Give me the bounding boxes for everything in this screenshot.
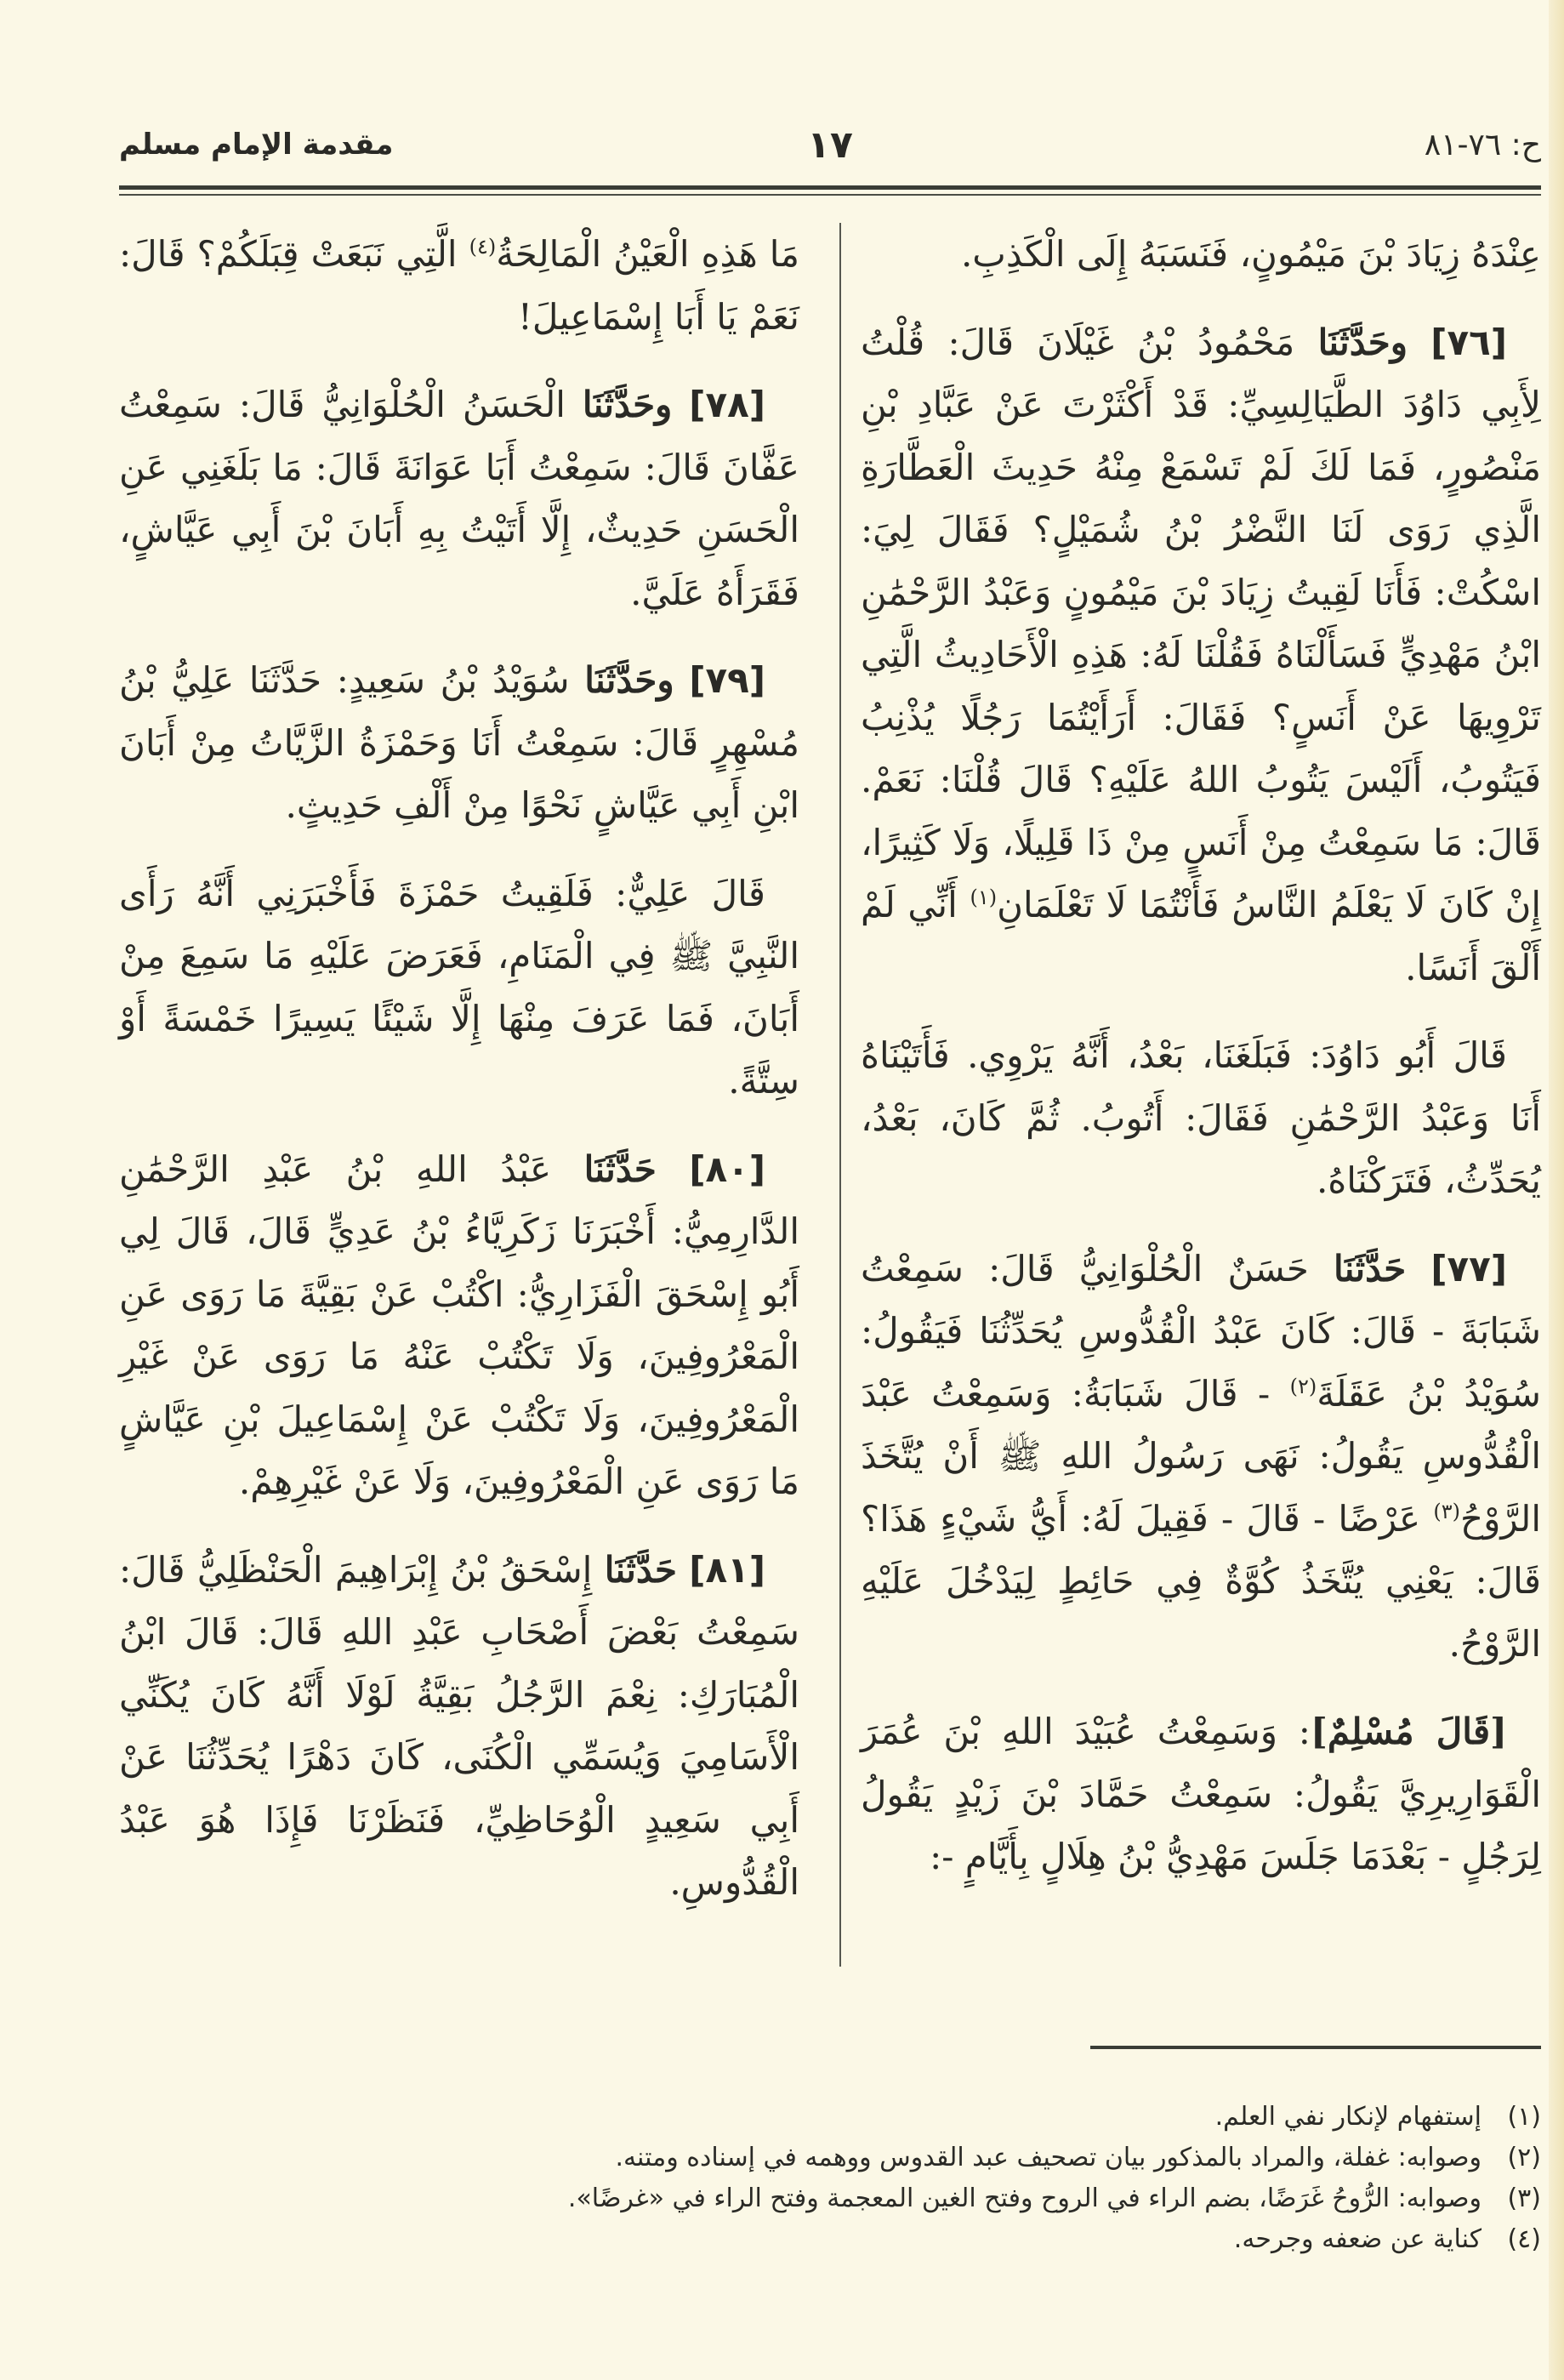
header-rule-thick xyxy=(119,185,1541,190)
hadith-number: [٨٠] xyxy=(689,1147,765,1190)
hadith-lead: وحَدَّثَنَا xyxy=(584,659,674,701)
footnote-number: (٣) xyxy=(1507,2184,1541,2213)
page-number: ١٧ xyxy=(807,122,853,167)
paragraph-text: إِسْحَقُ بْنُ إِبْرَاهِيمَ الْحَنْظَلِيُّ قَالَ: سَمِعْتُ بَعْضَ أَصْحَابِ عَبْدِ اللهِ قَالَ: قَالَ ابْنُ الْمُبَارَكِ: نِعْمَ الرَّجُلُ بَقِيَّةُ لَوْلَا أَنَّهُ كَانَ يُكَنِّي الْأَسَامِيَ وَيُسَمِّي الْكُنَى، كَانَ دَهْرًا يُحَدِّثُنَا عَنْ أَبِي سَعِيدٍ الْوُحَاظِيِّ، فَنَظَرْنَا فَإِذَا هُوَ عَبْدُ الْقُدُّوسِ. xyxy=(119,1548,799,1903)
footnote-number: (١) xyxy=(1507,2102,1541,2132)
footnote-number: (٢) xyxy=(1507,2143,1541,2172)
footnote-separator xyxy=(1090,2046,1541,2049)
hadith-number: [٨١] xyxy=(689,1548,765,1591)
muslim-statement xyxy=(861,1700,1541,1888)
paragraph-text: سُوَيْدُ بْنُ سَعِيدٍ: حَدَّثَنَا عَلِيُّ بْنُ مُسْهِرٍ قَالَ: سَمِعْتُ أَنَا وَحَمْزَةُ الزَّيَّاتُ مِنْ أَبَانَ ابْنِ أَبِي عَيَّاشٍ نَحْوًا مِنْ أَلْفِ حَدِيثٍ. xyxy=(119,659,799,826)
footnote-number: (٤) xyxy=(1507,2224,1541,2254)
paragraph-text: عَرْضًا - قَالَ - فَقِيلَ لَهُ: أَيُّ شَيْءٍ هَذَا؟ قَالَ: يَعْنِي يُتَّخَذُ كُوَّةٌ فِي حَائِطٍ لِيَدْخُلَ عَلَيْهِ الرَّوْحُ. xyxy=(861,1497,1541,1665)
footnote-ref[interactable]: (٤) xyxy=(469,235,497,259)
left-column xyxy=(119,223,799,1914)
hadith-number: [٧٩] xyxy=(689,659,765,701)
page-header xyxy=(119,119,1541,170)
paragraph xyxy=(119,863,799,1113)
hadith-76 xyxy=(861,311,1541,999)
hadith-number: [٧٨] xyxy=(689,384,765,425)
header-rule-thin xyxy=(119,194,1541,196)
footnote-text: إستفهام لإنكار نفي العلم. xyxy=(1214,2102,1482,2132)
hadith-lead: حَدَّثَنَا xyxy=(583,1147,657,1190)
book-title: مقدمة الإمام مسلم xyxy=(119,128,394,162)
hadith-lead: حَدَّثَنَا xyxy=(1334,1247,1407,1290)
paragraph xyxy=(861,1024,1541,1212)
footnote-4 xyxy=(119,2219,1541,2260)
footnote-2 xyxy=(119,2138,1541,2178)
paragraph-text: قَالَ عَلِيٌّ: فَلَقِيتُ حَمْزَةَ فَأَخْبَرَنِي أَنَّهُ رَأَى النَّبِيَّ ﷺ فِي الْمَنَامِ، فَعَرَضَ عَلَيْهِ مَا سَمِعَ مِنْ أَبَانَ، فَمَا عَرَفَ مِنْهَا إِلَّا شَيْئًا يَسِيرًا خَمْسَةً أَوْ سِتَّةً. xyxy=(119,872,799,1102)
text-columns xyxy=(119,223,1541,1958)
footnote-ref[interactable]: (١) xyxy=(970,885,998,909)
right-column xyxy=(861,223,1541,1888)
paragraph-text: حَسَنٌ الْحُلْوَانِيُّ قَالَ: سَمِعْتُ شَبَابَةَ - قَالَ: كَانَ عَبْدُ الْقُدُّوسِ يُحَدِّثُنَا فَيَقُولُ: سُوَيْدُ بْنُ عَقَلَةَ xyxy=(861,1247,1542,1415)
paragraph-text: أَنِّي لَمْ أَلْقَ أَنَسًا. xyxy=(861,884,1541,988)
footnote-ref[interactable]: (٢) xyxy=(1289,1374,1317,1398)
footnote-3 xyxy=(119,2178,1541,2219)
paragraph-text: قَالَ أَبُو دَاوُدَ: فَبَلَغَنَا، بَعْدُ، أَنَّهُ يَرْوِي. فَأَتَيْنَاهُ أَنَا وَعَبْدُ الرَّحْمَٰنِ فَقَالَ: أَتُوبُ. ثُمَّ كَانَ، بَعْدُ، يُحَدِّثُ، فَتَرَكْنَاهُ. xyxy=(861,1034,1541,1201)
footnote-1 xyxy=(119,2097,1541,2138)
hadith-80 xyxy=(119,1138,799,1513)
hadith-lead: حَدَّثَنَا xyxy=(604,1548,677,1591)
hadith-number: [٧٧] xyxy=(1430,1247,1507,1290)
hadith-78 xyxy=(119,373,799,623)
hadith-77 xyxy=(861,1238,1541,1676)
hadith-lead: وحَدَّثَنَا xyxy=(1317,321,1408,363)
footnotes xyxy=(119,2097,1541,2260)
paragraph-text: عِنْدَهُ زِيَادَ بْنَ مَيْمُونٍ، فَنَسَبَهُ إِلَى الْكَذِبِ. xyxy=(960,233,1541,275)
page-edge xyxy=(1549,0,1564,2380)
hadith-number: [٧٦] xyxy=(1430,321,1507,363)
paragraph-text: : وَسَمِعْتُ عُبَيْدَ اللهِ بْنَ عُمَرَ الْقَوَارِيرِيَّ يَقُولُ: سَمِعْتُ حَمَّادَ بْنَ زَيْدٍ يَقُولُ لِرَجُلٍ - بَعْدَمَا جَلَسَ مَهْدِيُّ بْنُ هِلَالٍ بِأَيَّامٍ -: xyxy=(861,1711,1541,1877)
paragraph-text: مَا هَذِهِ الْعَيْنُ الْمَالِحَةُ xyxy=(496,233,799,275)
paragraph-text: عَبْدُ اللهِ بْنُ عَبْدِ الرَّحْمَٰنِ الدَّارِمِيُّ: أَخْبَرَنَا زَكَرِيَّاءُ بْنُ عَدِيٍّ قَالَ، قَالَ لِي أَبُو إِسْحَقَ الْفَزَارِيُّ: اكْتُبْ عَنْ بَقِيَّةَ مَا رَوَى عَنِ الْمَعْرُوفِينَ، وَلَا تَكْتُبْ عَنْهُ مَا رَوَى عَنْ غَيْرِ الْمَعْرُوفِينَ، وَلَا تَكْتُبْ عَنْ إِسْمَاعِيلَ بْنِ عَيَّاشٍ مَا رَوَى عَنِ الْمَعْرُوفِينَ، وَلَا عَنْ غَيْرِهِمْ. xyxy=(119,1147,799,1502)
footnote-text: وصوابه: الرُّوحُ غَرَضًا، بضم الراء في الروح وفتح الغين المعجمة وفتح الراء في «غرضًا». xyxy=(567,2184,1482,2213)
column-divider xyxy=(839,223,841,1967)
paragraph-text: - قَالَ شَبَابَةُ: وَسَمِعْتُ عَبْدَ الْقُدُّوسِ يَقُولُ: نَهَى رَسُولُ اللهِ ﷺ أَنْ يُتَّخَذَ الرَّوْحُ xyxy=(861,1372,1541,1540)
hadith-lead: [قَالَ مُسْلِمٌ] xyxy=(1310,1711,1508,1752)
hadith-79 xyxy=(119,649,799,837)
footnote-text: وصوابه: غفلة، والمراد بالمذكور بيان تصحيف عبد القدوس ووهمه في إسناده ومتنه. xyxy=(615,2143,1482,2172)
footnote-ref[interactable]: (٣) xyxy=(1433,1499,1460,1523)
paragraph-text: الْحَسَنُ الْحُلْوَانِيُّ قَالَ: سَمِعْتُ عَفَّانَ قَالَ: سَمِعْتُ أَبَا عَوَانَةَ قَالَ: مَا بَلَغَنِي عَنِ الْحَسَنِ حَدِيثٌ، إِلَّا أَتَيْتُ بِهِ أَبَانَ بْنَ أَبِي عَيَّاشٍ، فَقَرَأَهُ عَلَيَّ. xyxy=(119,384,799,613)
paragraph-text: مَحْمُودُ بْنُ غَيْلَانَ قَالَ: قُلْتُ لِأَبِي دَاوُدَ الطَّيَالِسِيِّ: قَدْ أَكْثَرْتَ عَنْ عَبَّادِ بْنِ مَنْصُورٍ، فَمَا لَكَ لَمْ تَسْمَعْ مِنْهُ حَدِيثَ الْعَطَّارَةِ الَّذِي رَوَى لَنَا النَّضْرُ بْنُ شُمَيْلٍ؟ فَقَالَ لِيَ: اسْكُتْ: فَأَنَا لَقِيتُ زِيَادَ بْنَ مَيْمُونٍ وَعَبْدُ الرَّحْمَٰنِ ابْنُ مَهْدِيٍّ فَسَأَلْنَاهُ فَقُلْنَا لَهُ: هَذِهِ الْأَحَادِيثُ الَّتِي تَرْوِيهَا عَنْ أَنَسٍ؟ فَقَالَ: أَرَأَيْتُمَا رَجُلًا يُذْنِبُ فَيَتُوبُ، أَلَيْسَ يَتُوبُ اللهُ عَلَيْهِ؟ قَالَ قُلْنَا: نَعَمْ. قَالَ: مَا سَمِعْتُ مِنْ أَنَسٍ مِنْ ذَا قَلِيلًا، وَلَا كَثِيرًا، إِنْ كَانَ لَا يَعْلَمُ النَّاسُ فَأَنْتُمَا لَا تَعْلَمَانِ xyxy=(861,321,1542,925)
paragraph-text: الَّتِي نَبَعَتْ قِبَلَكُمْ؟ قَالَ: نَعَمْ يَا أَبَا إِسْمَاعِيلَ! xyxy=(119,233,799,338)
book-page xyxy=(119,0,1541,2380)
hadith-range: ح: ٧٦-٨١ xyxy=(1424,127,1541,162)
hadith-81 xyxy=(119,1539,799,1914)
hadith-lead: وحَدَّثَنَا xyxy=(582,384,673,425)
paragraph xyxy=(861,223,1541,286)
paragraph xyxy=(119,223,799,348)
footnote-text: كناية عن ضعفه وجرحه. xyxy=(1233,2224,1482,2254)
